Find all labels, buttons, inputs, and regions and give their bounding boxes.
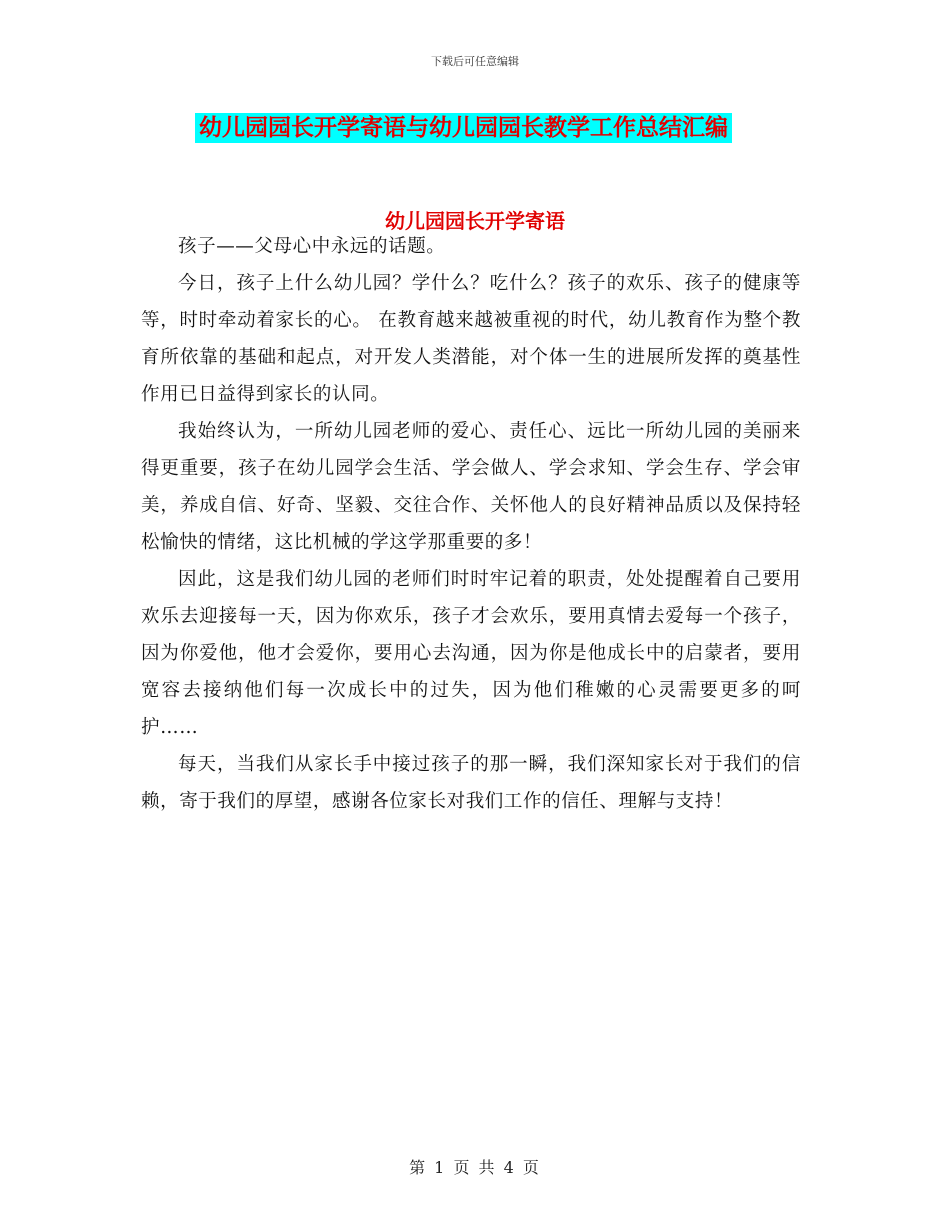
document-body	[141, 228, 801, 820]
page-number: 第 1 页 共 4 页	[409, 1158, 541, 1177]
body-paragraph: 孩子——父母心中永远的话题。	[178, 236, 446, 257]
header-note: 下载后可任意编辑	[431, 55, 519, 68]
section-title: 幼儿园园长开学寄语	[385, 209, 565, 233]
body-paragraph: 我始终认为，一所幼儿园老师的爱心、责任心、远比一所幼儿园的美丽来得更重要，孩子在幼儿园学会生活、学会做人、学会求知、学会生存、学会审美，养成自信、好奇、坚毅、交往合作、关怀他人的良好精神品质以及保持轻松愉快的情绪，这比机械的学这学那重要的多！	[141, 421, 801, 553]
body-paragraph: 每天，当我们从家长手中接过孩子的那一瞬，我们深知家长对于我们的信赖，寄于我们的厚望，感谢各位家长对我们工作的信任、理解与支持！	[141, 754, 801, 812]
body-paragraph: 因此，这是我们幼儿园的老师们时时牢记着的职责，处处提醒着自己要用欢乐去迎接每一天，因为你欢乐，孩子才会欢乐，要用真情去爱每一个孩子，因为你爱他，他才会爱你，要用心去沟通，因为你是他成长中的启蒙者，要用宽容去接纳他们每一次成长中的过失，因为他们稚嫩的心灵需要更多的呵护……	[141, 569, 801, 738]
document-title: 幼儿园园长开学寄语与幼儿园园长教学工作总结汇编	[195, 113, 732, 143]
body-paragraph: 今日，孩子上什么幼儿园？学什么？吃什么？孩子的欢乐、孩子的健康等等，时时牵动着家长的心。 在教育越来越被重视的时代，幼儿教育作为整个教育所依靠的基础和起点，对开发人类潜能，对个体一生的进展所发挥的奠基性作用已日益得到家长的认同。	[141, 273, 801, 405]
